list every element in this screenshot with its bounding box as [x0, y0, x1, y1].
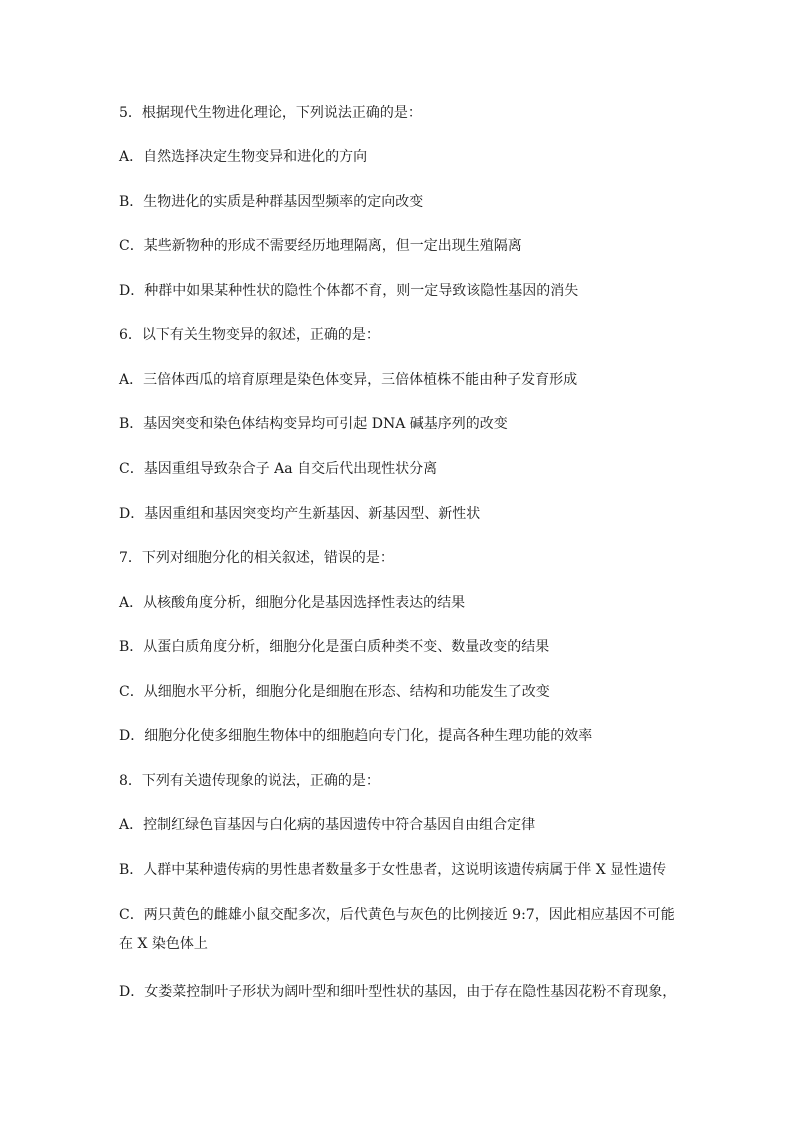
question-8-option-d: D．女娄菜控制叶子形状为阔叶型和细叶型性状的基因，由于存在隐性基因花粉不育现象， — [119, 984, 677, 1000]
question-8-stem: 8．下列有关遗传现象的说法，正确的是： — [119, 773, 380, 789]
question-7-stem: 7．下列对细胞分化的相关叙述，错误的是： — [119, 550, 394, 566]
question-7-option-a: A．从核酸角度分析，细胞分化是基因选择性表达的结果 — [119, 595, 466, 611]
question-6-option-a: A．三倍体西瓜的培育原理是染色体变异，三倍体植株不能由种子发育形成 — [119, 372, 578, 388]
question-5-option-a: A．自然选择决定生物变异和进化的方向 — [119, 149, 368, 165]
question-8-option-c: C．两只黄色的雌雄小鼠交配多次，后代黄色与灰色的比例接近 9:7，因此相应基因不可能 — [119, 907, 675, 923]
question-8-option-b: B．人群中某种遗传病的男性患者数量多于女性患者，这说明该遗传病属于伴 X 显性遗传 — [119, 862, 667, 878]
question-5-stem: 5．根据现代生物进化理论，下列说法正确的是： — [119, 105, 422, 121]
question-7-option-d: D．细胞分化使多细胞生物体中的细胞趋向专门化，提高各种生理功能的效率 — [119, 728, 593, 744]
question-5-option-b: B．生物进化的实质是种群基因型频率的定向改变 — [119, 194, 424, 210]
question-6-option-d: D．基因重组和基因突变均产生新基因、新基因型、新性状 — [119, 506, 481, 522]
question-6-option-b: B．基因突变和染色体结构变异均可引起 DNA 碱基序列的改变 — [119, 416, 508, 432]
question-7-option-b: B．从蛋白质角度分析，细胞分化是蛋白质种类不变、数量改变的结果 — [119, 639, 550, 655]
question-7-option-c: C．从细胞水平分析，细胞分化是细胞在形态、结构和功能发生了改变 — [119, 684, 550, 700]
question-6-stem: 6．以下有关生物变异的叙述，正确的是： — [119, 327, 380, 343]
question-6-option-c: C．基因重组导致杂合子 Aa 自交后代出现性状分离 — [119, 461, 438, 477]
question-8-option-c-continuation: 在 X 染色体上 — [119, 936, 208, 952]
question-5-option-c: C．某些新物种的形成不需要经历地理隔离，但一定出现生殖隔离 — [119, 238, 522, 254]
question-8-option-a: A．控制红绿色盲基因与白化病的基因遗传中符合基因自由组合定律 — [119, 817, 536, 833]
question-5-option-d: D．种群中如果某种性状的隐性个体都不育，则一定导致该隐性基因的消失 — [119, 283, 579, 299]
